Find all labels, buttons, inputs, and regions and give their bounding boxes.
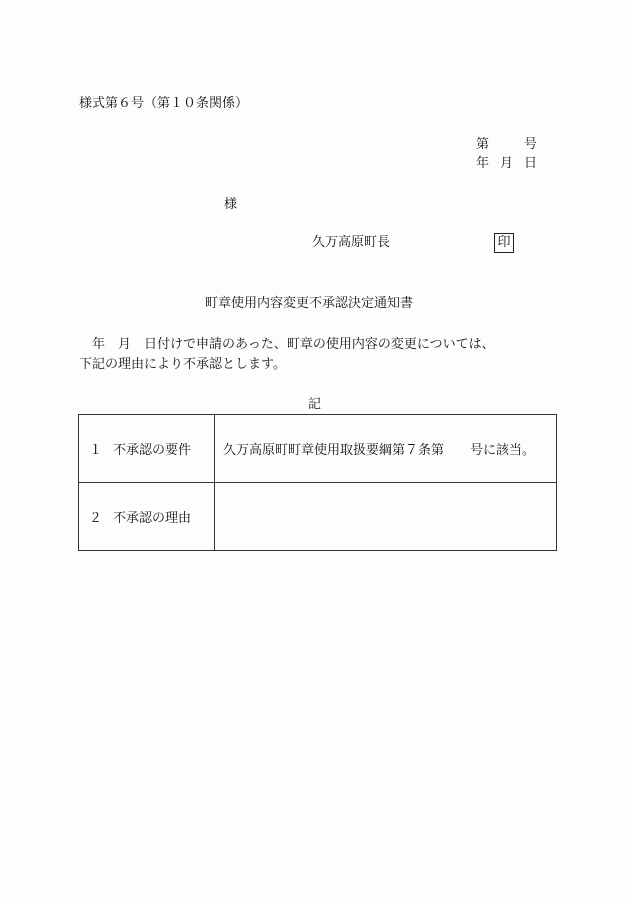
- body-text-line-2: 下記の理由により不承認とします。: [79, 357, 286, 372]
- date-year: 年: [476, 156, 490, 171]
- document-title: 町章使用内容変更不承認決定通知書: [205, 296, 414, 311]
- table-row: [79, 483, 557, 551]
- row-number: １: [89, 443, 103, 458]
- row-header: [79, 483, 215, 551]
- note-heading: 記: [308, 397, 322, 412]
- table-row: [79, 415, 557, 483]
- form-number: 様式第６号（第１０条関係）: [79, 96, 249, 111]
- row-label: 不承認の要件: [113, 443, 192, 458]
- row-number: ２: [89, 511, 103, 526]
- date-day: 日: [524, 156, 538, 171]
- row-label: 不承認の理由: [113, 511, 192, 526]
- date-month: 月: [500, 156, 514, 171]
- details-table: [78, 414, 557, 551]
- issue-number-suffix: 号: [524, 137, 538, 152]
- row-header: [79, 415, 215, 483]
- recipient-honorific: 様: [224, 197, 238, 212]
- body-text-line-1: 年 月 日付けで申請のあった、町章の使用内容の変更については、: [79, 337, 495, 352]
- issue-number-label: 第: [476, 137, 490, 152]
- row-value: 久万高原町町章使用取扱要綱第７条第 号に該当。: [215, 415, 557, 483]
- issuer-name: 久万高原町長: [312, 235, 391, 250]
- row-value: [215, 483, 557, 551]
- seal-stamp-box: 印: [494, 233, 514, 253]
